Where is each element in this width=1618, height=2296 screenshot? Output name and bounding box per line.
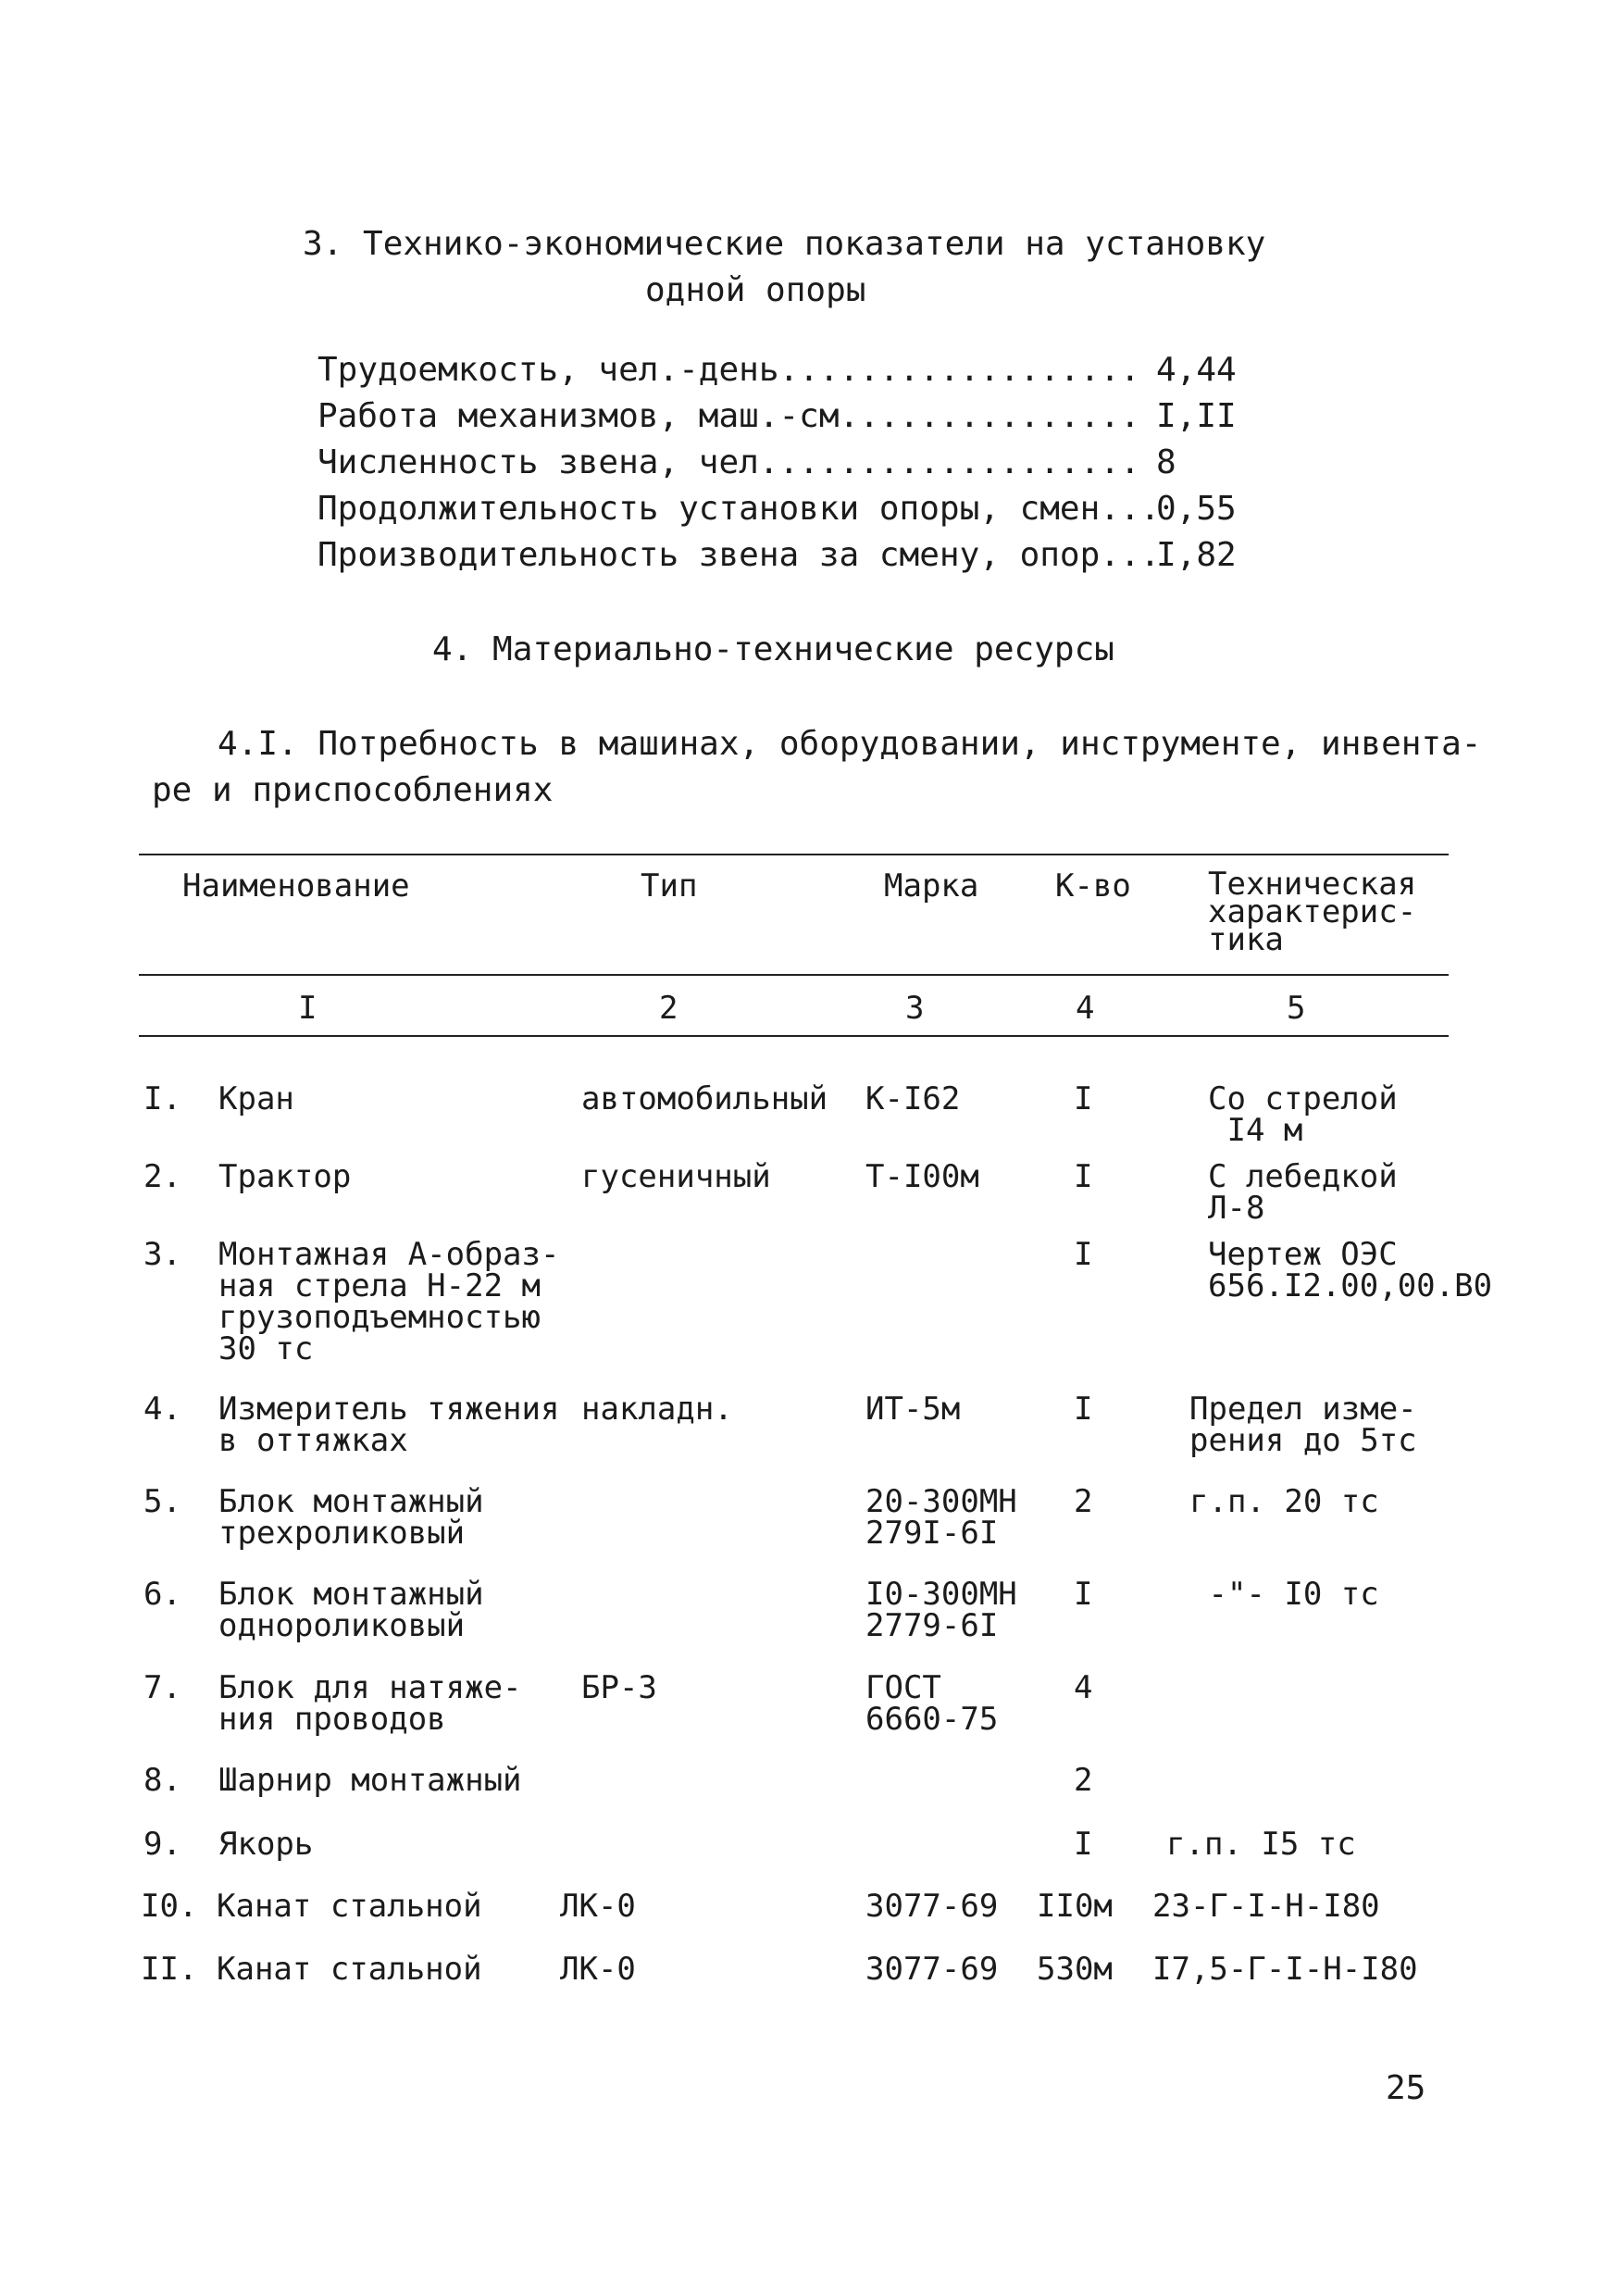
row-qty: I (1074, 1158, 1093, 1195)
row-brand: 3077-69 (865, 1951, 999, 1988)
section4-title: 4. Материально-технические ресурсы (432, 630, 1114, 668)
row-name: Канат стальной (217, 1888, 482, 1925)
row-name: Блок для натяже- ния проводов (218, 1669, 522, 1738)
row-name: Блок монтажный однороликовый (218, 1576, 484, 1644)
row-spec: г.п. I5 тс (1166, 1826, 1356, 1863)
row-qty: II0м (1037, 1888, 1113, 1925)
page-number: 25 (1386, 2069, 1426, 2107)
row-spec: Со стрелой I4 м (1208, 1080, 1398, 1149)
col-number: 2 (659, 990, 678, 1027)
row-name: Канат стальной (217, 1951, 482, 1988)
row-type: ЛК-0 (560, 1888, 636, 1925)
row-spec: -"- I0 тс (1189, 1576, 1379, 1613)
row-brand: 3077-69 (865, 1888, 999, 1925)
row-brand: К-I62 (865, 1080, 961, 1117)
row-number: 4. (143, 1391, 181, 1428)
header-brand: Марка (884, 867, 979, 905)
row-type: автомобильный (581, 1080, 828, 1117)
row-qty: I (1074, 1080, 1093, 1117)
row-brand: ГОСТ 6660-75 (865, 1669, 999, 1738)
row-type: гусеничный (581, 1158, 771, 1195)
row-number: 9. (143, 1826, 181, 1863)
row-qty: 4 (1074, 1669, 1093, 1706)
row-number: I. (143, 1080, 181, 1117)
indicator-label: Продолжительность установки опоры, смен... (317, 490, 1161, 528)
indicator-value: 8 (1156, 443, 1176, 481)
indicator-label: Трудоемкость, чел.-день.................. (317, 351, 1140, 389)
indicator-label: Численность звена, чел................... (317, 443, 1140, 481)
row-name: Блок монтажный трехроликовый (218, 1483, 484, 1552)
indicator-label: Работа механизмов, маш.-см............... (317, 397, 1140, 435)
row-brand: ИТ-5м (865, 1391, 961, 1428)
row-name: Шарнир монтажный (218, 1762, 522, 1799)
indicator-value: 4,44 (1156, 351, 1237, 389)
row-number: 5. (143, 1483, 181, 1520)
col-number: I (298, 990, 317, 1027)
header-type: Тип (641, 867, 698, 905)
header-qty: К-во (1055, 867, 1131, 905)
row-qty: 2 (1074, 1762, 1093, 1799)
row-qty: I (1074, 1576, 1093, 1613)
row-brand: I0-300МН 2779-6I (865, 1576, 1017, 1644)
col-number: 5 (1287, 990, 1306, 1027)
row-qty: I (1074, 1236, 1093, 1273)
indicator-label: Производительность звена за смену, опор... (317, 536, 1161, 574)
table-top-rule (139, 854, 1449, 855)
row-number: I0. (141, 1888, 198, 1925)
row-number: II. (141, 1951, 198, 1988)
header-name: Наименование (182, 867, 410, 905)
row-spec: г.п. 20 тс (1189, 1483, 1379, 1520)
row-spec: С лебедкой Л-8 (1208, 1158, 1398, 1227)
indicator-value: I,82 (1156, 536, 1237, 574)
row-number: 8. (143, 1762, 181, 1799)
section4-subtitle: 4.I. Потребность в машинах, оборудовании, инструменте, инвента- (218, 725, 1482, 763)
row-brand: 20-300МН 279I-6I (865, 1483, 1017, 1552)
row-number: 7. (143, 1669, 181, 1706)
row-name: Трактор (218, 1158, 352, 1195)
col-number: 3 (905, 990, 925, 1027)
row-type: БР-3 (581, 1669, 657, 1706)
header-spec: Техническая характерис- тика (1208, 866, 1417, 958)
table-header-rule (139, 974, 1449, 976)
row-number: 6. (143, 1576, 181, 1613)
table-colnum-rule (139, 1035, 1449, 1037)
row-spec: I7,5-Г-I-Н-I80 (1152, 1951, 1418, 1988)
row-qty: I (1074, 1826, 1093, 1863)
row-type: ЛК-0 (560, 1951, 636, 1988)
row-number: 2. (143, 1158, 181, 1195)
section3-title: 3. Технико-экономические показатели на установку (303, 225, 1266, 263)
row-type: накладн. (581, 1391, 733, 1428)
row-spec: Чертеж ОЭС 656.I2.00,00.В0 (1208, 1236, 1493, 1304)
row-spec: 23-Г-I-Н-I80 (1152, 1888, 1380, 1925)
section3-title-cont: одной опоры (645, 271, 866, 309)
row-qty: 2 (1074, 1483, 1093, 1520)
row-number: 3. (143, 1236, 181, 1273)
section4-subtitle-cont: ре и приспособлениях (152, 771, 554, 809)
row-name: Измеритель тяжения в оттяжках (218, 1391, 560, 1459)
row-qty: I (1074, 1391, 1093, 1428)
col-number: 4 (1076, 990, 1095, 1027)
row-spec: Предел изме- рения до 5тс (1189, 1391, 1417, 1459)
indicator-value: 0,55 (1156, 490, 1237, 528)
row-name: Кран (218, 1080, 294, 1117)
row-brand: Т-I00м (865, 1158, 979, 1195)
row-qty: 530м (1037, 1951, 1113, 1988)
row-name: Монтажная А-образ- ная стрела Н-22 м грузоподъемностью 30 тс (218, 1236, 560, 1367)
row-name: Якорь (218, 1826, 314, 1863)
indicator-value: I,II (1156, 397, 1237, 435)
